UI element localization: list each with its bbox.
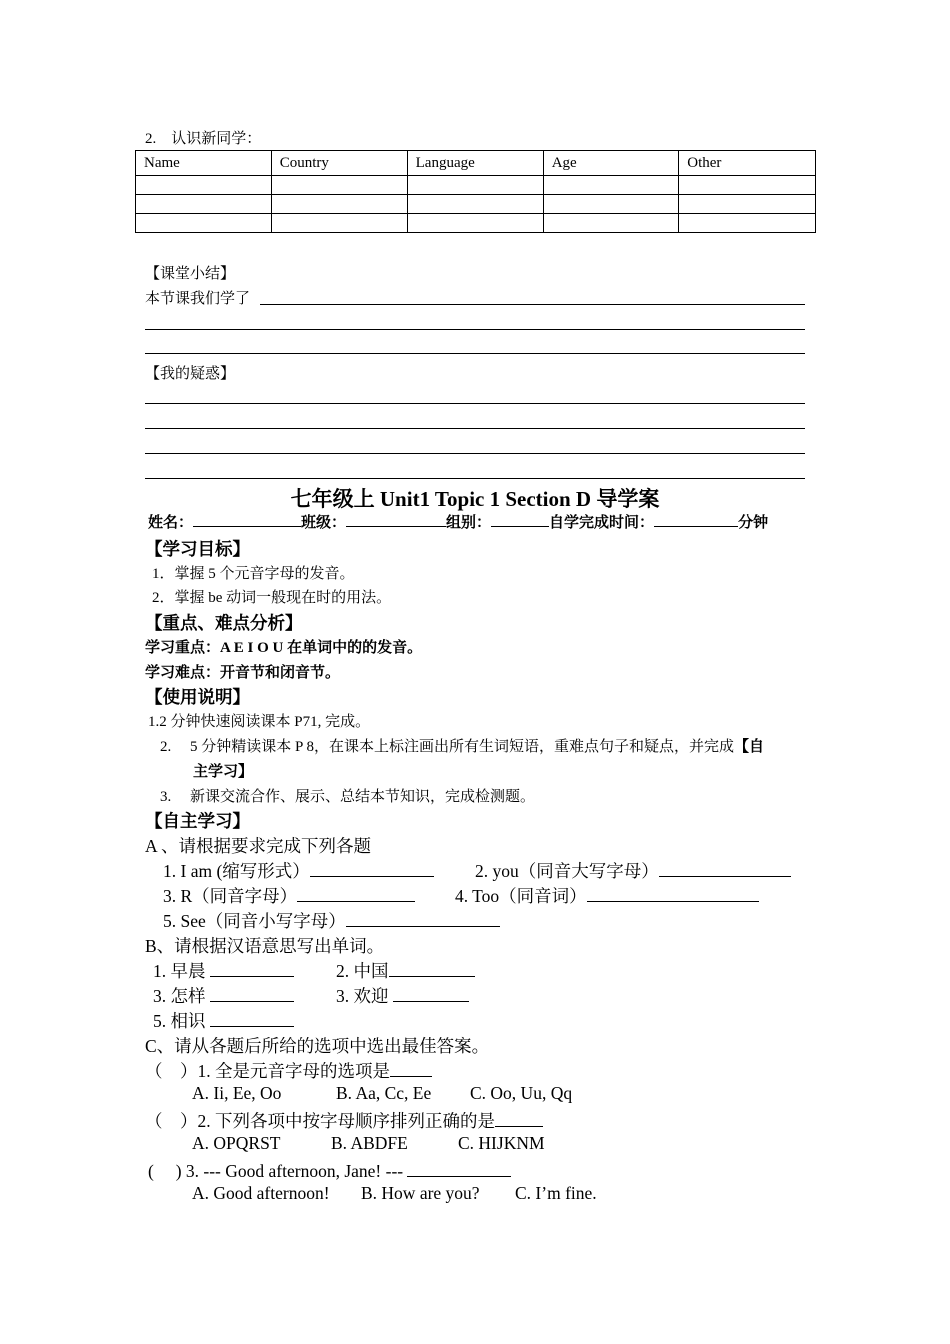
question-text: （ ）1. 全是元音字母的选项是 — [145, 1061, 390, 1081]
question-c2 — [145, 1108, 543, 1133]
answer-blank[interactable] — [659, 862, 791, 877]
option-c1-a[interactable]: A. Ii, Ee, Oo — [192, 1083, 282, 1103]
option-c2-c[interactable]: C. HIJKNM — [458, 1133, 545, 1153]
question-b5 — [153, 1008, 294, 1033]
question-text: 3. 怎样 — [153, 986, 206, 1006]
goals-heading: 【学习目标】 — [145, 539, 250, 559]
answer-blank[interactable] — [407, 1162, 511, 1177]
table-row — [136, 195, 816, 214]
answer-blank[interactable] — [346, 912, 500, 927]
answer-line[interactable] — [260, 304, 805, 305]
column-header-country: Country — [271, 151, 407, 176]
group-label: 组别： — [446, 515, 492, 531]
answer-blank[interactable] — [587, 887, 759, 902]
instruction-item — [160, 735, 764, 756]
answer-blank[interactable] — [389, 962, 475, 977]
table-header-row — [136, 151, 816, 176]
answer-line[interactable] — [145, 403, 805, 404]
name-field[interactable] — [193, 512, 301, 527]
instruction-text: 2. 5 分钟精读课本 P 8，在课本上标注画出所有生词短语，重难点句子和疑点，并完成 — [160, 739, 735, 755]
table-cell[interactable] — [679, 195, 816, 214]
instruction-bold: 主学习】 — [193, 764, 254, 780]
answer-blank[interactable] — [310, 862, 434, 877]
question-c1 — [145, 1058, 432, 1083]
option-c1-c[interactable]: C. Oo, Uu, Qq — [470, 1083, 573, 1103]
column-header-language: Language — [407, 151, 543, 176]
table-cell[interactable] — [543, 214, 679, 233]
instruction-bold: 【自 — [734, 739, 765, 755]
answer-line[interactable] — [145, 428, 805, 429]
question-a5 — [163, 908, 500, 933]
key-points-heading: 【重点、难点分析】 — [145, 613, 303, 633]
question-text: ( ) 3. --- Good afternoon, Jane! --- — [148, 1161, 408, 1181]
question-text: 1. 早晨 — [153, 961, 206, 981]
self-study-heading: 【自主学习】 — [145, 811, 250, 831]
instructions-heading: 【使用说明】 — [145, 687, 250, 707]
answer-blank[interactable] — [390, 1062, 432, 1077]
question-b2 — [336, 958, 475, 983]
time-field[interactable] — [654, 512, 738, 527]
answer-blank[interactable] — [210, 962, 294, 977]
question-b3 — [153, 983, 294, 1008]
summary-prompt: 本节课我们学了 — [145, 291, 251, 307]
option-c1-b[interactable]: B. Aa, Cc, Ee — [336, 1083, 432, 1103]
answer-blank[interactable] — [495, 1112, 543, 1127]
answer-line[interactable] — [145, 353, 805, 354]
table-cell[interactable] — [136, 176, 272, 195]
question-b1 — [153, 958, 294, 983]
answer-line[interactable] — [145, 453, 805, 454]
section-c-title: C、请从各题后所给的选项中选出最佳答案。 — [145, 1036, 490, 1056]
question-text: （ ）2. 下列各项中按字母顺序排列正确的是 — [145, 1111, 495, 1131]
goal-item: 1．掌握 5 个元音字母的发音。 — [152, 566, 355, 582]
goal-item: 2．掌握 be 动词一般现在时的用法。 — [152, 590, 392, 606]
table-cell[interactable] — [543, 176, 679, 195]
student-info-table — [135, 150, 816, 233]
instruction-item: 3. 新课交流合作、展示、总结本节知识，完成检测题。 — [160, 789, 536, 805]
table-cell[interactable] — [407, 195, 543, 214]
table-row — [136, 214, 816, 233]
answer-blank[interactable] — [210, 987, 294, 1002]
column-header-other: Other — [679, 151, 816, 176]
document-title: 七年级上 Unit1 Topic 1 Section D 导学案 — [290, 487, 660, 511]
question-c3 — [148, 1158, 511, 1183]
option-c3-a[interactable]: A. Good afternoon! — [192, 1183, 330, 1203]
info-row — [148, 511, 768, 532]
question-text: 3. R（同音字母） — [163, 886, 298, 906]
table-cell[interactable] — [679, 214, 816, 233]
class-label: 班级： — [301, 515, 347, 531]
option-c2-b[interactable]: B. ABDFE — [331, 1133, 408, 1153]
group-field[interactable] — [491, 512, 549, 527]
option-c3-c[interactable]: C. I’m fine. — [515, 1183, 597, 1203]
item-label: 2. 认识新同学： — [145, 131, 262, 147]
column-header-age: Age — [543, 151, 679, 176]
question-a2 — [475, 858, 791, 883]
summary-heading: 【课堂小结】 — [145, 266, 236, 282]
answer-line[interactable] — [145, 329, 805, 330]
question-a4 — [455, 883, 759, 908]
table-cell[interactable] — [136, 214, 272, 233]
key-point: 学习重点：A E I O U 在单词中的的发音。 — [145, 640, 423, 656]
table-cell[interactable] — [271, 214, 407, 233]
question-text: 5. See（同音小写字母） — [163, 911, 346, 931]
table-cell[interactable] — [679, 176, 816, 195]
name-label: 姓名： — [148, 515, 194, 531]
question-text: 2. you（同音大写字母） — [475, 861, 659, 881]
question-a1 — [163, 858, 434, 883]
option-c2-a[interactable]: A. OPQRST — [192, 1133, 281, 1153]
difficult-point: 学习难点：开音节和闭音节。 — [145, 665, 341, 681]
section-b-title: B、请根据汉语意思写出单词。 — [145, 936, 385, 956]
answer-blank[interactable] — [297, 887, 415, 902]
question-b4 — [336, 983, 469, 1008]
question-text: 1. I am (缩写形式） — [163, 861, 310, 881]
table-cell[interactable] — [543, 195, 679, 214]
section-a-title: A 、请根据要求完成下列各题 — [145, 836, 372, 856]
answer-line[interactable] — [145, 478, 805, 479]
table-cell[interactable] — [407, 214, 543, 233]
question-text: 3. 欢迎 — [336, 986, 389, 1006]
instruction-item: 1.2 分钟快速阅读课本 P71, 完成。 — [148, 714, 371, 730]
question-text: 4. Too（同音词） — [455, 886, 587, 906]
table-cell[interactable] — [136, 195, 272, 214]
class-field[interactable] — [346, 512, 446, 527]
table-row — [136, 176, 816, 195]
doubts-heading: 【我的疑惑】 — [145, 366, 236, 382]
question-text: 2. 中国 — [336, 961, 389, 981]
time-label: 自学完成时间： — [549, 515, 655, 531]
table-cell[interactable] — [271, 195, 407, 214]
option-c3-b[interactable]: B. How are you? — [361, 1183, 480, 1203]
table-cell[interactable] — [407, 176, 543, 195]
column-header-name: Name — [136, 151, 272, 176]
table-cell[interactable] — [271, 176, 407, 195]
answer-blank[interactable] — [393, 987, 469, 1002]
time-unit: 分钟 — [738, 515, 769, 531]
question-text: 5. 相识 — [153, 1011, 206, 1031]
question-a3 — [163, 883, 415, 908]
answer-blank[interactable] — [210, 1012, 294, 1027]
